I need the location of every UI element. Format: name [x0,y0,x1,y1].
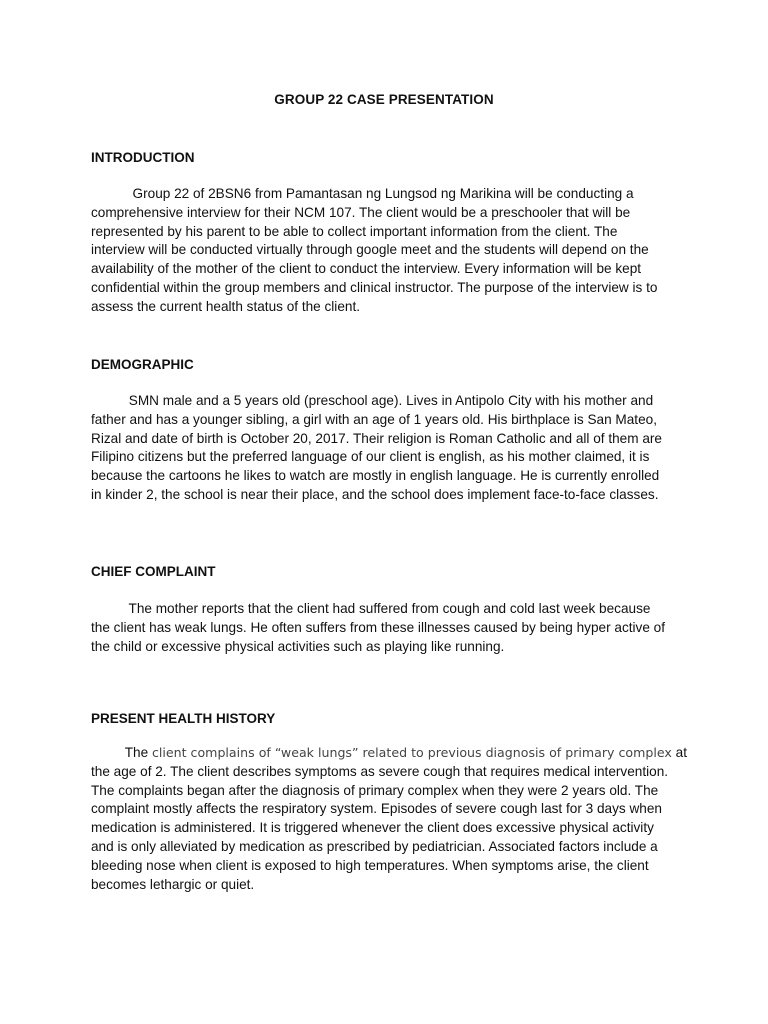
paragraph-line: availability of the mother of the client to conduct the interview. Every information will be kept [91,261,642,277]
paragraph-line: father and has a younger sibling, a girl with an age of 1 years old. His birthplace is San Mateo, [91,411,657,427]
paragraph-line: assess the current health status of the client. [91,298,361,314]
paragraph-line: complaint mostly affects the respiratory system. Episodes of severe cough last for 3 days when [91,801,662,817]
section-heading-present-health-history: PRESENT HEALTH HISTORY [91,711,276,726]
paragraph-line: becomes lethargic or quiet. [91,876,255,892]
paragraph-line: Group 22 of 2BSN6 from Pamantasan ng Lungsod ng Marikina will be conducting a [91,186,634,201]
paragraph-line: comprehensive interview for their NCM 107. The client would be a preschooler that will be [91,204,631,220]
paragraph-line: bleeding nose when client is exposed to high temperatures. When symptoms arise, the client [91,857,649,873]
line-prefix: The [91,745,152,760]
paragraph-line: medication is administered. It is triggered whenever the client does excessive physical activity [91,820,654,836]
paragraph-line: and is only alleviated by medication as prescribed by pediatrician. Associated factors include a [91,838,658,854]
section-heading-introduction: INTRODUCTION [91,150,195,165]
paragraph-line: SMN male and a 5 years old (preschool age). Lives in Antipolo City with his mother and [91,393,654,408]
paragraph-line: the client has weak lungs. He often suffers from these illnesses caused by being hyper active of [91,619,666,635]
section-body-chief-complaint [91,600,681,656]
paragraph-line: Rizal and date of birth is October 20, 2017. Their religion is Roman Catholic and all of them are [91,430,662,446]
paragraph-line: the child or excessive physical activities such as playing like running. [91,638,505,654]
paragraph-line [91,744,688,763]
paragraph-line: in kinder 2, the school is near their place, and the school does implement face-to-face classes. [91,486,659,502]
section-body-introduction [91,185,681,317]
paragraph-line: The complaints began after the diagnosis of primary complex when they were 2 years old. The [91,782,659,798]
paragraph-line: represented by his parent to be able to collect important information from the client. The [91,223,618,239]
paragraph-line: Filipino citizens but the preferred language of our client is english, as his mother claimed, it is [91,449,650,465]
document-title: GROUP 22 CASE PRESENTATION [274,92,494,107]
section-body-present-health-history [91,744,688,894]
paragraph-line: because the cartoons he likes to watch are mostly in english language. He is currently enrolled [91,468,660,484]
paragraph-line: the age of 2. The client describes symptoms as severe cough that requires medical intervention. [91,763,669,779]
section-heading-chief-complaint: CHIEF COMPLAINT [91,564,216,579]
paragraph-line: The mother reports that the client had suffered from cough and cold last week because [91,601,651,616]
section-body-demographic [91,392,681,505]
line-suffix: at [671,745,688,760]
section-heading-demographic: DEMOGRAPHIC [91,357,194,372]
paragraph-line: confidential within the group members and clinical instructor. The purpose of the interview is to [91,279,658,295]
line-quoted-text: client complains of “weak lungs” related to previous diagnosis of primary complex [151,745,672,760]
paragraph-line: interview will be conducted virtually through google meet and the students will depend on the [91,242,649,258]
